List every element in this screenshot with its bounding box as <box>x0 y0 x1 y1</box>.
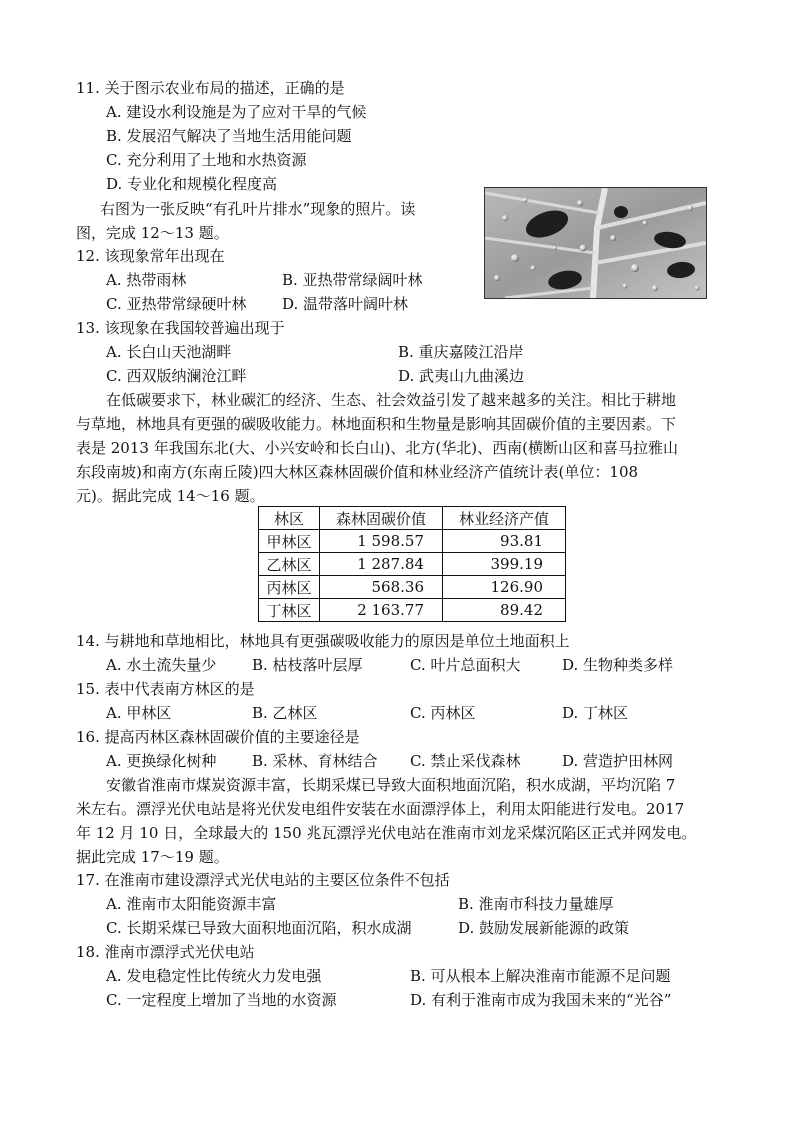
q12-option-c: C. 亚热带常绿硬叶林 <box>106 295 247 313</box>
intro-14-line-4: 东段南坡)和南方(东南丘陵)四大林区森林固碳价值和林业经济产值统计表(单位：108 <box>76 463 639 481</box>
q16-option-d: D. 营造护田林网 <box>562 752 674 770</box>
q13-option-a: A. 长白山天池湖畔 <box>106 343 232 361</box>
table-row <box>259 530 566 553</box>
q18-option-c: C. 一定程度上增加了当地的水资源 <box>106 991 337 1009</box>
q18-option-b: B. 可从根本上解决淮南市能源不足问题 <box>410 967 671 985</box>
intro-17-line-4: 据此完成 17～19 题。 <box>76 848 229 866</box>
q18-option-a: A. 发电稳定性比传统火力发电强 <box>106 967 322 985</box>
table-row <box>259 599 566 622</box>
q17-option-d: D. 鼓励发展新能源的政策 <box>458 919 630 937</box>
q17-option-c: C. 长期采煤已导致大面积地面沉陷，积水成湖 <box>106 919 412 937</box>
q11-option-c: C. 充分利用了土地和水热资源 <box>106 151 307 169</box>
table-cell-output-value: 399.19 <box>443 553 566 576</box>
table-row <box>259 553 566 576</box>
table-header-row <box>259 507 566 530</box>
question-13-stem: 13. 该现象在我国较普遍出现于 <box>76 319 285 337</box>
question-12-stem: 12. 该现象常年出现在 <box>76 247 225 265</box>
q15-option-b: B. 乙林区 <box>252 704 318 722</box>
intro-17-line-3: 年 12 月 10 日，全球最大的 150 兆瓦漂浮光伏电站在淮南市刘龙采煤沉陷区正式并网发电。 <box>76 824 697 842</box>
table-cell-carbon-value: 568.36 <box>320 576 443 599</box>
intro-14-line-1: 在低碳要求下，林业碳汇的经济、生态、社会效益引发了越来越多的关注。相比于耕地 <box>106 391 677 409</box>
intro-14-line-5: 元)。据此完成 14～16 题。 <box>76 487 265 505</box>
leaf-drainage-photo <box>484 187 707 299</box>
table-header-cell: 森林固碳价值 <box>320 507 443 530</box>
table-cell-region: 乙林区 <box>259 553 320 576</box>
q12-option-a: A. 热带雨林 <box>106 271 187 289</box>
table-cell-output-value: 89.42 <box>443 599 566 622</box>
q18-option-d: D. 有利于淮南市成为我国未来的“光谷” <box>410 991 672 1009</box>
q14-option-a: A. 水土流失量少 <box>106 656 217 674</box>
q16-option-a: A. 更换绿化树种 <box>106 752 217 770</box>
table-cell-region: 甲林区 <box>259 530 320 553</box>
q14-option-c: C. 叶片总面积大 <box>410 656 521 674</box>
question-18-stem: 18. 淮南市漂浮式光伏电站 <box>76 943 255 961</box>
question-15-stem: 15. 表中代表南方林区的是 <box>76 680 255 698</box>
q12-option-b: B. 亚热带常绿阔叶林 <box>282 271 423 289</box>
table-row <box>259 576 566 599</box>
q17-option-b: B. 淮南市科技力量雄厚 <box>458 895 614 913</box>
table-cell-region: 丁林区 <box>259 599 320 622</box>
q13-option-c: C. 西双版纳澜沧江畔 <box>106 367 247 385</box>
q14-option-b: B. 枯枝落叶层厚 <box>252 656 363 674</box>
question-16-stem: 16. 提高丙林区森林固碳价值的主要途径是 <box>76 728 360 746</box>
table-cell-carbon-value: 2 163.77 <box>320 599 443 622</box>
q13-option-b: B. 重庆嘉陵江沿岸 <box>398 343 524 361</box>
table-header-cell: 林业经济产值 <box>443 507 566 530</box>
question-17-stem: 17. 在淮南市建设漂浮式光伏电站的主要区位条件不包括 <box>76 871 450 889</box>
table-header-cell: 林区 <box>259 507 320 530</box>
q11-option-b: B. 发展沼气解决了当地生活用能问题 <box>106 127 352 145</box>
q11-option-d: D. 专业化和规模化程度高 <box>106 175 278 193</box>
table-cell-output-value: 93.81 <box>443 530 566 553</box>
table-cell-carbon-value: 1 287.84 <box>320 553 443 576</box>
intro-12-line-2: 图，完成 12～13 题。 <box>76 224 229 242</box>
q15-option-a: A. 甲林区 <box>106 704 172 722</box>
q14-option-d: D. 生物种类多样 <box>562 656 674 674</box>
intro-14-line-2: 与草地，林地具有更强的碳吸收能力。林地面积和生物量是影响其固碳价值的主要因素。下 <box>76 415 677 433</box>
forest-carbon-table <box>258 506 566 622</box>
intro-12-line-1: 右图为一张反映“有孔叶片排水”现象的照片。读 <box>100 200 416 218</box>
q15-option-d: D. 丁林区 <box>562 704 629 722</box>
question-11-stem: 11. 关于图示农业布局的描述，正确的是 <box>76 79 345 97</box>
question-14-stem: 14. 与耕地和草地相比，林地具有更强碳吸收能力的原因是单位土地面积上 <box>76 632 570 650</box>
q15-option-c: C. 丙林区 <box>410 704 476 722</box>
q16-option-b: B. 采林、育林结合 <box>252 752 378 770</box>
q16-option-c: C. 禁止采伐森林 <box>410 752 521 770</box>
table-cell-region: 丙林区 <box>259 576 320 599</box>
q13-option-d: D. 武夷山九曲溪边 <box>398 367 525 385</box>
q17-option-a: A. 淮南市太阳能资源丰富 <box>106 895 277 913</box>
q11-option-a: A. 建设水利设施是为了应对干旱的气候 <box>106 103 367 121</box>
intro-17-line-2: 米左右。漂浮光伏电站是将光伏发电组件安装在水面漂浮体上，利用太阳能进行发电。2017 <box>76 800 685 818</box>
table-cell-carbon-value: 1 598.57 <box>320 530 443 553</box>
q12-option-d: D. 温带落叶阔叶林 <box>282 295 409 313</box>
table-cell-output-value: 126.90 <box>443 576 566 599</box>
intro-14-line-3: 表是 2013 年我国东北(大、小兴安岭和长白山)、北方(华北)、西南(横断山区和喜马拉雅山 <box>76 439 678 457</box>
intro-17-line-1: 安徽省淮南市煤炭资源丰富，长期采煤已导致大面积地面沉陷，积水成湖，平均沉陷 7 <box>106 776 676 794</box>
